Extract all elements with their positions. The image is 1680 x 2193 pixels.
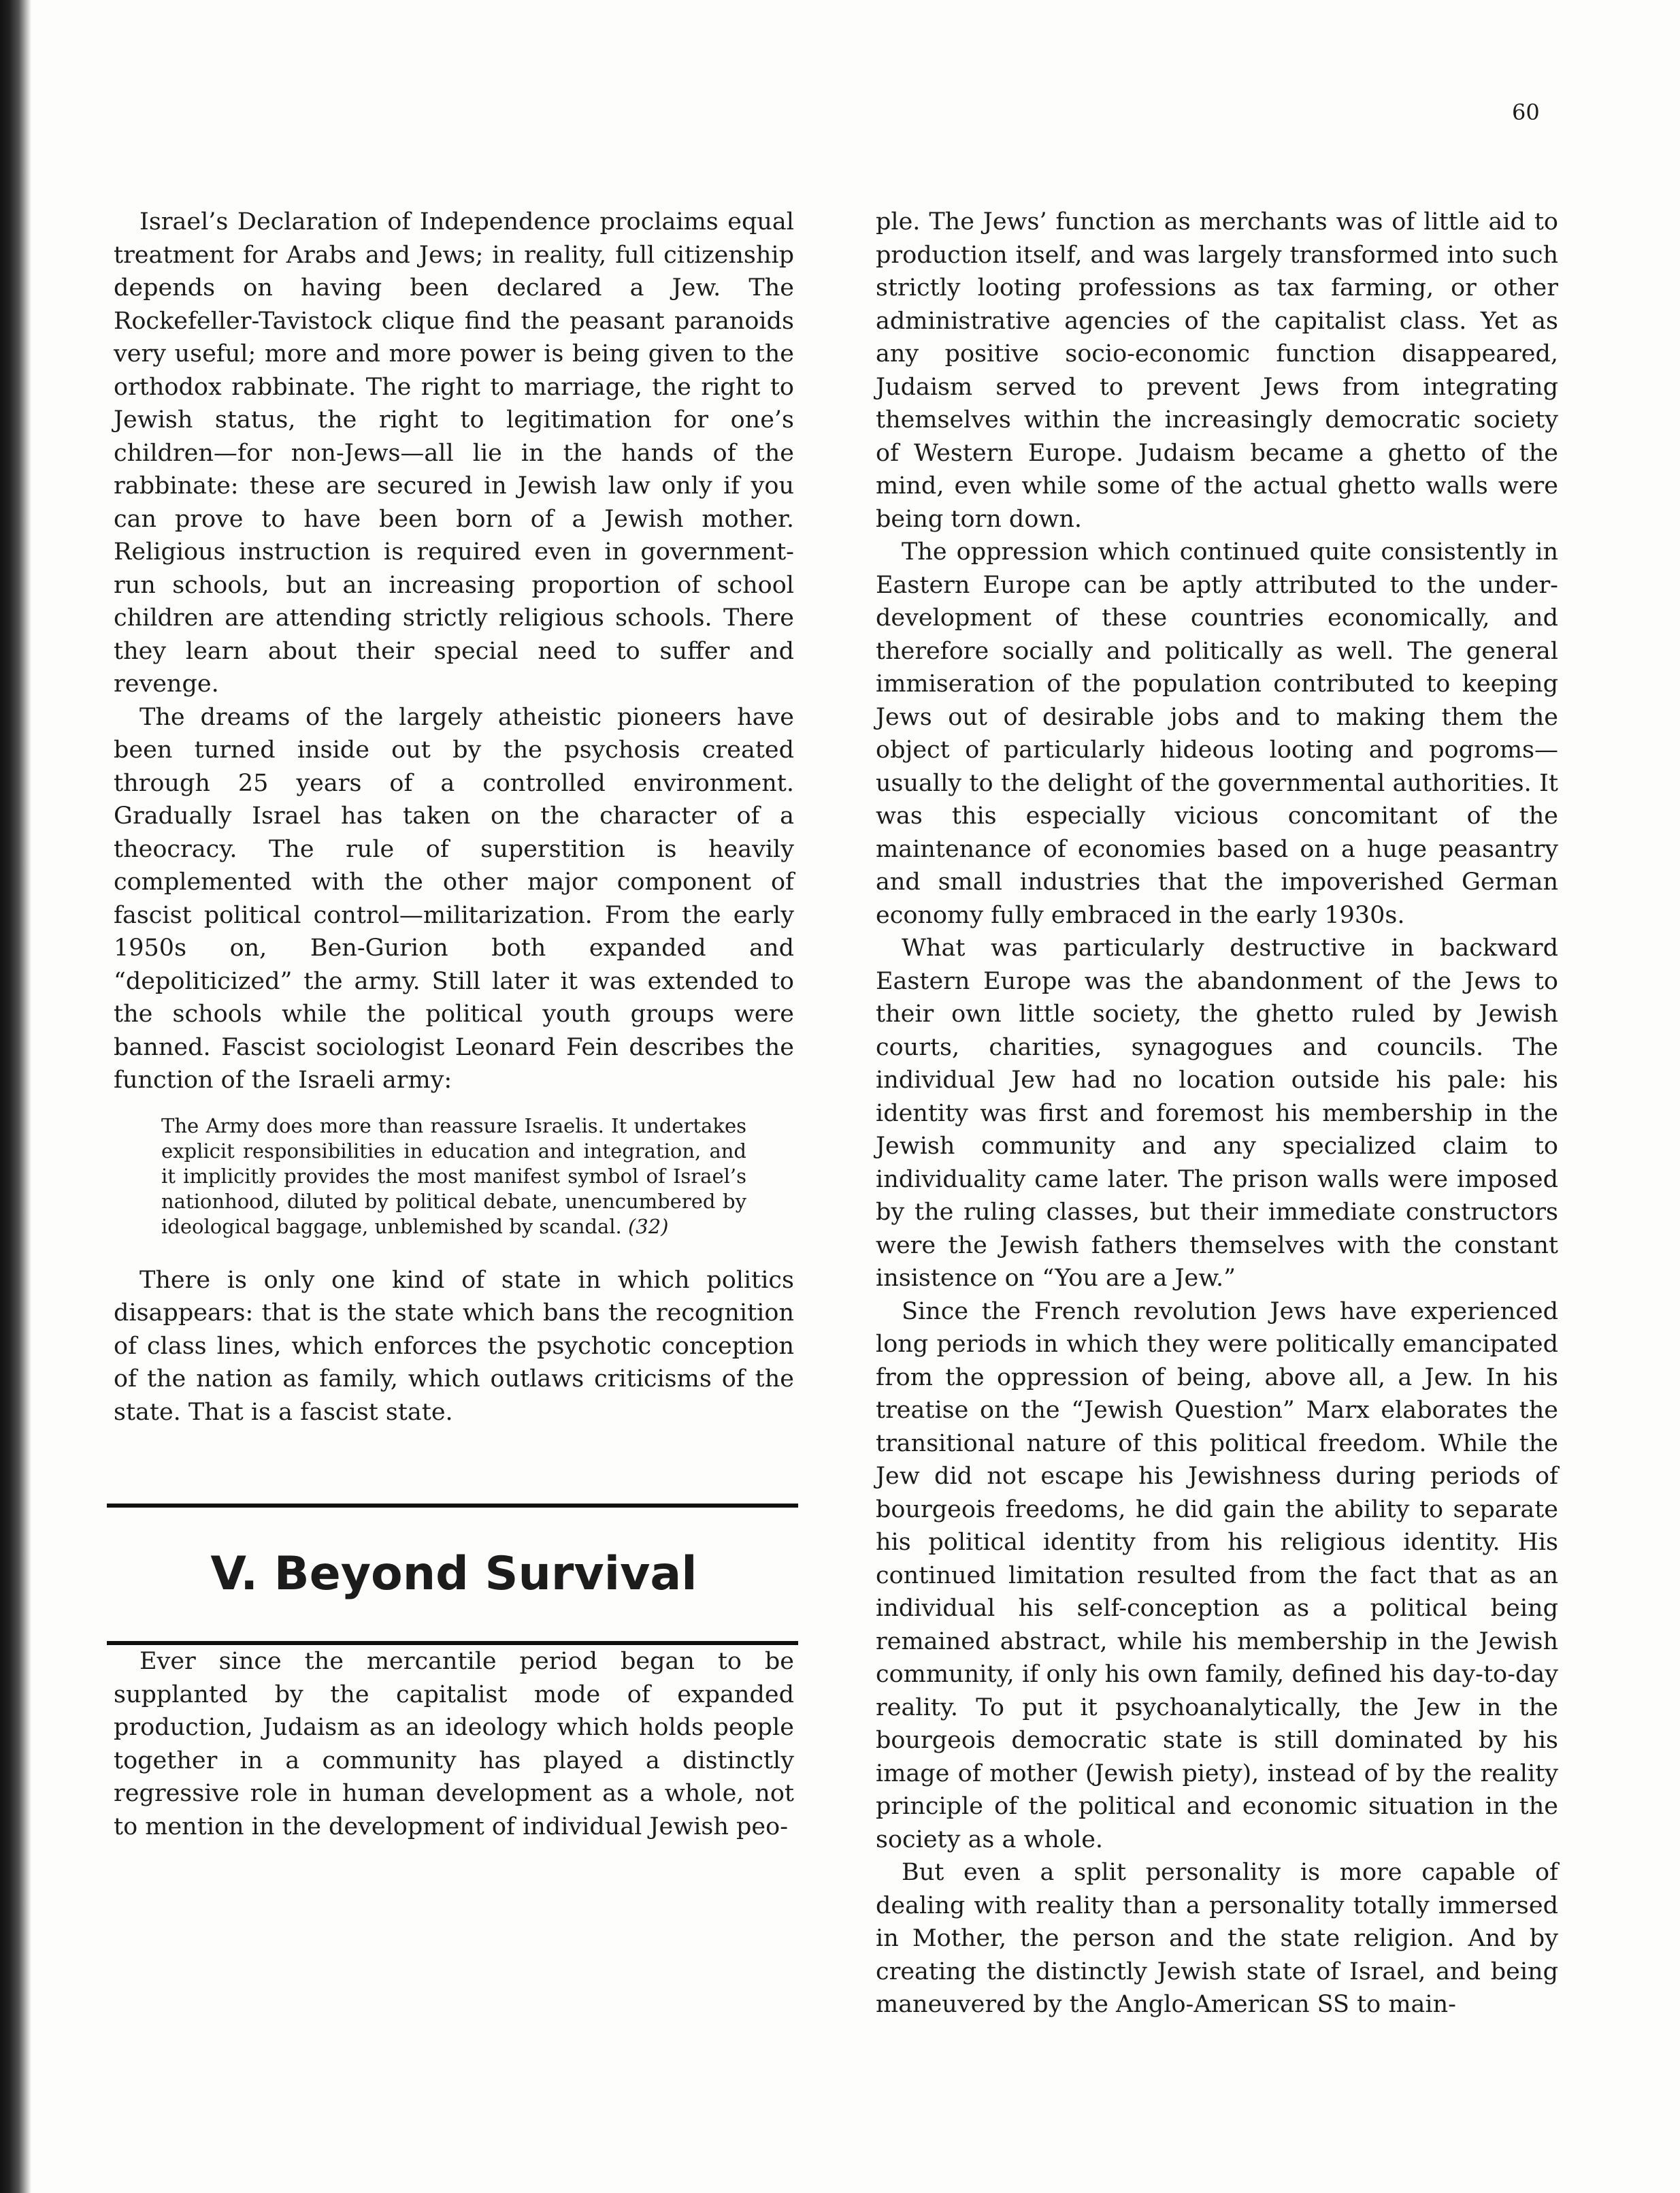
- paragraph-continuation: ple. The Jews’ function as merchants was of little aid to production itself, and was largely transformed into such strictly looting professions as tax farming, or other administrative agencies of the capitalist class. Yet as any positive socio-economic function disappeared, Judaism served to prevent Jews from integrating themselves within the increasingly democratic society of Western Europe. Judaism became a ghetto of the mind, even while some of the actual ghetto walls were being torn down.: [876, 208, 1558, 533]
- paragraph: The oppression which continued quite consistently in Eastern Europe can be aptly attributed to the under-development of these countries economically, and therefore socially and politically as well. The general immiseration of the population contributed to keeping Jews out of desirable jobs and to making them the object of particularly hideous looting and pogroms—usually to the delight of the governmental authorities. It was this especially vicious concomitant of the maintenance of economies based on a huge peasantry and small industries that the impoverished German economy fully embraced in the early 1930s.: [876, 538, 1558, 929]
- left-column: [114, 206, 794, 1843]
- section-title: V. Beyond Survival: [210, 1547, 697, 1601]
- block-quote: [161, 1114, 746, 1239]
- paragraph: The dreams of the largely atheistic pioneers have been turned inside out by the psychosis created through 25 years of a controlled environment. Gradually Israel has taken on the character of a theocracy. The rule of superstition is heavily complemented with the other major component of fascist political control—militarization. From the early 1950s on, Ben-Gurion both expanded and “depoliticized” the army. Still later it was extended to the schools while the political youth groups were banned. Fascist sociologist Leonard Fein describes the function of the Israeli army:: [114, 703, 794, 1094]
- section-divider-top: [107, 1504, 798, 1508]
- paragraph: There is only one kind of state in which politics disappears: that is the state which bans the recognition of class lines, which enforces the psychotic conception of the nation as family, which outlaws criticisms of the state. That is a fascist state.: [114, 1266, 794, 1426]
- paragraph: But even a split personality is more capable of dealing with reality than a personality totally immersed in Mother, the person and the state religion. And by creating the distinctly Jewish state of Israel, and being maneuvered by the Anglo-American SS to main-: [876, 1859, 1558, 2018]
- paragraph: Since the French revolution Jews have experienced long periods in which they were politically emancipated from the oppression of being, above all, a Jew. In his treatise on the “Jewish Question” Marx elaborates the transitional nature of this political freedom. While the Jew did not escape his Jewishness during periods of bourgeois freedoms, he did gain the ability to separate his political identity from his religious identity. His continued limitation resulted from the fact that as an individual his self-conception as a political being remained abstract, while his membership in the Jewish community, if only his own family, defined his day-to-day reality. To put it psychoanalytically, the Jew in the bourgeois democratic state is still dominated by his image of mother (Jewish piety), instead of by the reality principle of the political and economic situation in the society as a whole.: [876, 1297, 1558, 1853]
- page-number: 60: [1512, 99, 1540, 125]
- right-column: [876, 206, 1558, 2021]
- scan-binding-edge: [0, 0, 31, 2193]
- quote-citation: (32): [627, 1214, 669, 1238]
- paragraph: Israel’s Declaration of Independence proclaims equal treatment for Arabs and Jews; in reality, full citizenship depends on having been declared a Jew. The Rockefeller-Tavistock clique find the peasant paranoids very useful; more and more power is being given to the orthodox rabbinate. The right to marriage, the right to Jewish status, the right to legitimation for one’s children—for non-Jews—all lie in the hands of the rabbinate: these are secured in Jewish law only if you can prove to have been born of a Jewish mother. Religious instruction is required even in government-run schools, but an increasing proportion of school children are attending strictly religious schools. There they learn about their special need to suffer and revenge.: [114, 208, 794, 698]
- paragraph: Ever since the mercantile period began to be supplanted by the capitalist mode of expanded production, Judaism as an ideology which holds people together in a community has played a distinctly regressive role in human development as a whole, not to mention in the development of individual Jewish peo-: [114, 1648, 794, 1840]
- quote-text: The Army does more than reassure Israelis. It undertakes explicit responsibilities in education and integration, and it implicitly provides the most manifest symbol of Israel’s nationhood, diluted by political debate, unencumbered by ideological baggage, unblemished by scandal.: [161, 1114, 746, 1238]
- paragraph: What was particularly destructive in backward Eastern Europe was the abandonment of the Jews to their own little society, the ghetto ruled by Jewish courts, charities, synagogues and councils. The individual Jew had no location outside his pale: his identity was first and foremost his membership in the Jewish community and any specialized claim to individuality came later. The prison walls were imposed by the ruling classes, but their immediate constructors were the Jewish fathers themselves with the constant insistence on “You are a Jew.”: [876, 935, 1558, 1292]
